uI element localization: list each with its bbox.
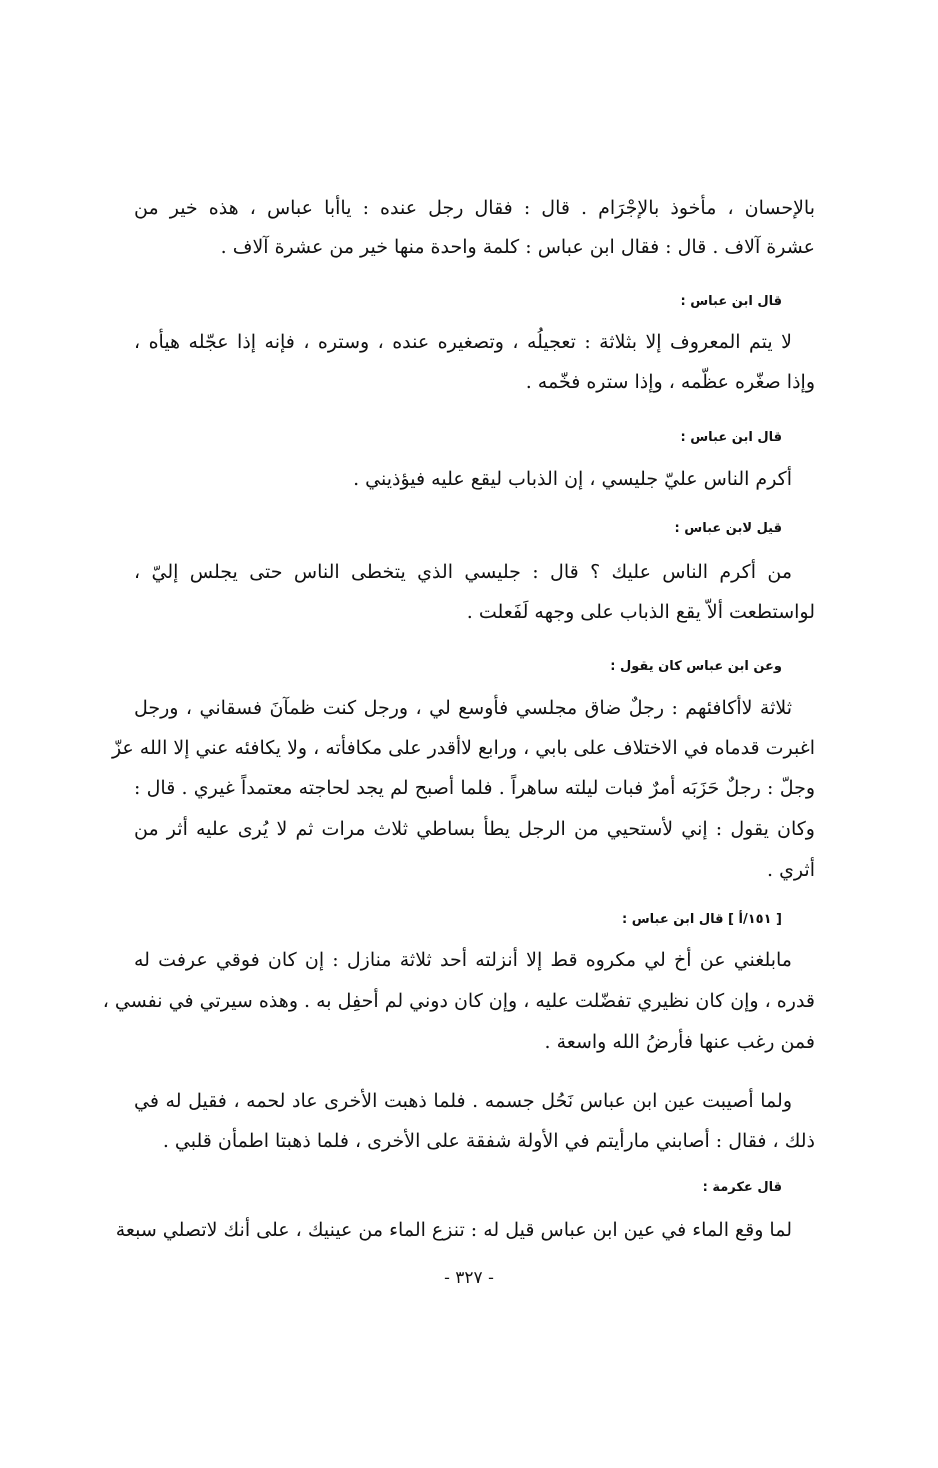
text-line: لما وقع الماء في عين ابن عباس قيل له : تنزع الماء من عينيك ، على أنك لاتصلي سبعة (115, 1219, 792, 1241)
text-line: عشرة آلاف . قال : فقال ابن عباس : كلمة واحدة منها خير من عشرة آلاف . (220, 236, 815, 258)
text-line: بالإحسان ، مأخوذ بالإجْرَام . قال : فقال رجل عنده : ياأبا عباس ، هذه خير من (134, 197, 815, 219)
section-heading: قال ابن عباس : (680, 430, 782, 445)
text-line: لا يتم المعروف إلا بثلاثة : تعجيلُه ، وتصغيره عنده ، وستره ، فإنه إذا عجّله هيأه ، (134, 331, 792, 353)
text-line: أثري . (766, 859, 815, 881)
text-line: اغبرت قدماه في الاختلاف على بابي ، ورابع لاأقدر على مكافأته ، ولا يكافئه عني إلا الله عزّ (111, 737, 815, 759)
text-line: لواستطعت ألاّ يقع الذباب على وجهه لَفَعلت . (466, 601, 815, 623)
text-line: مابلغني عن أخ لي مكروه قط إلا أنزلته أحد ثلاثة منازل : إن كان فوقي عرفت له (134, 949, 792, 971)
section-heading: [ ١٥١/أ ] قال ابن عباس : (622, 912, 782, 927)
text-line: من أكرم الناس عليك ؟ قال : جليسي الذي يتخطى الناس حتى يجلس إليّ ، (134, 561, 792, 583)
section-heading: قيل لابن عباس : (674, 521, 782, 536)
text-line: فمن رغب عنها فأرضُ الله واسعة . (544, 1031, 815, 1053)
text-line: قدره ، وإن كان نظيري تفضّلت عليه ، وإن كان دوني لم أحفِل به . وهذه سيرتي في نفسي ، (102, 990, 815, 1012)
text-line: ذلك ، فقال : أصابني مارأيتم في الأولة شفقة على الأخرى ، فلما ذهبتا اطمأن قلبي . (162, 1130, 815, 1152)
text-line: ثلاثة لاأكافئهم : رجلٌ ضاق مجلسي فأوسع لي ، ورجل كنت ظمآنَ فسقاني ، ورجل (134, 697, 792, 719)
text-line: وكان يقول : إني لأستحيي من الرجل يطأ بساطي ثلاث مرات ثم لا يُرى عليه أثر من (134, 818, 815, 840)
page-number: - ٣٢٧ - (444, 1268, 494, 1288)
section-heading: قال عكرمة : (702, 1180, 782, 1195)
section-heading: قال ابن عباس : (680, 294, 782, 309)
text-line: أكرم الناس عليّ جليسي ، إن الذباب ليقع عليه فيؤذيني . (353, 468, 792, 490)
text-line: وجلّ : رجلٌ حَزَبَه أمرٌ فبات ليلته ساهراً . فلما أصبح لم يجد لحاجته معتمداً غيري . قال : (134, 777, 815, 799)
section-heading: وعن ابن عباس كان يقول : (610, 659, 782, 674)
text-line: وإذا صغّره عظّمه ، وإذا ستره فخّمه . (525, 371, 815, 393)
text-line: ولما أصيبت عين ابن عباس نَحُل جسمه . فلما ذهبت الأخرى عاد لحمه ، فقيل له في (134, 1090, 792, 1112)
